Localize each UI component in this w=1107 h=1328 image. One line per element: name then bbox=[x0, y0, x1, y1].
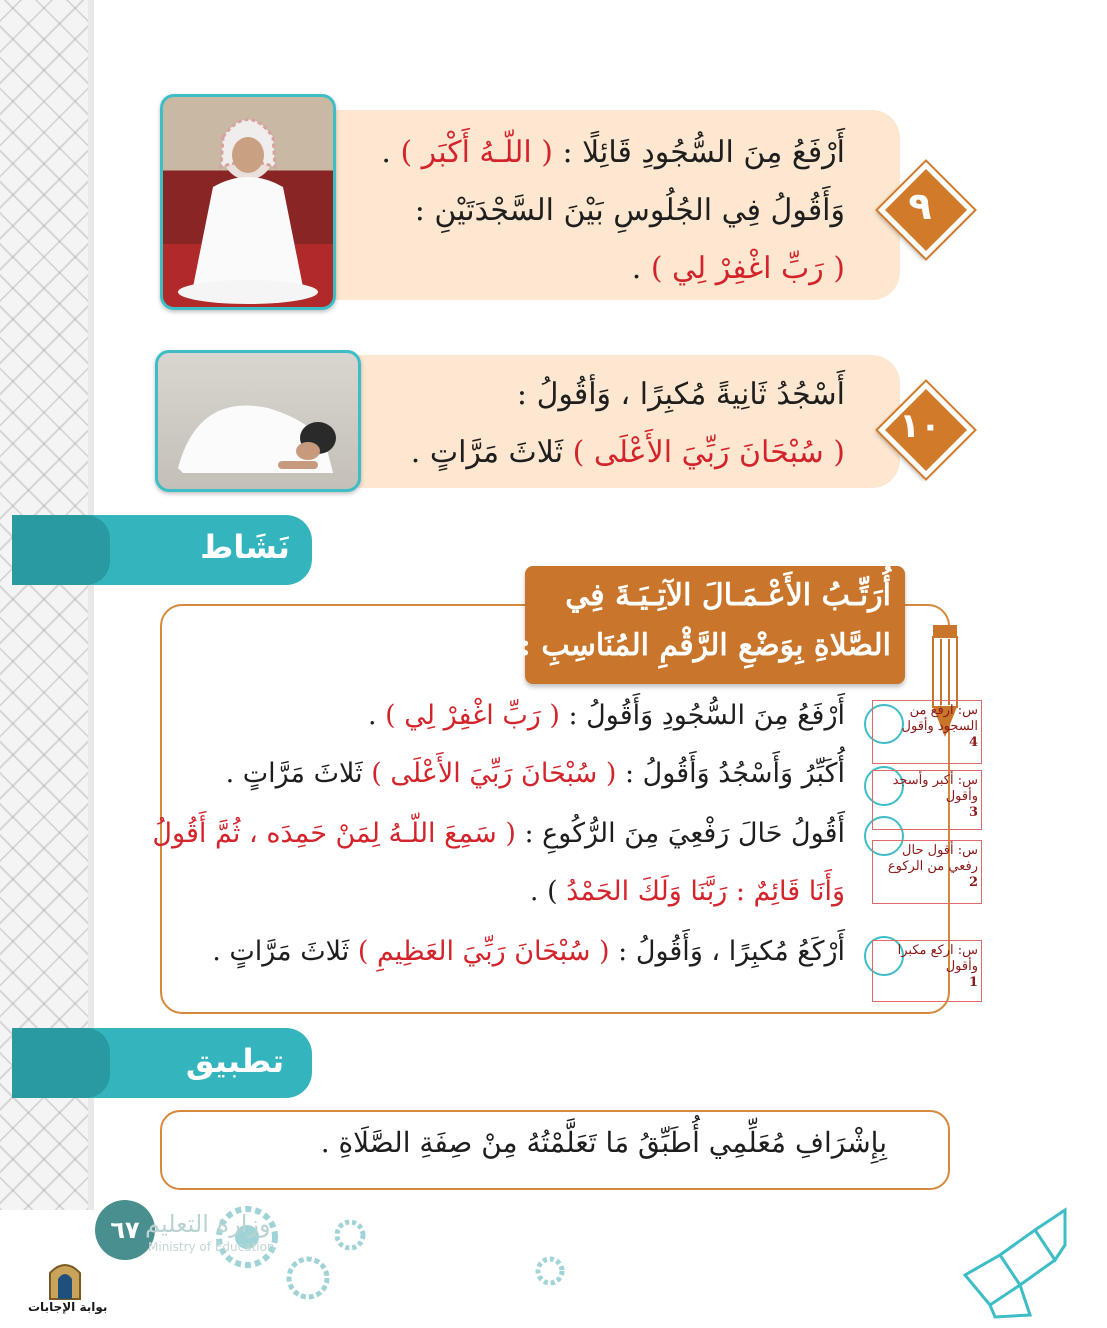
application-tab-accent bbox=[12, 1028, 110, 1098]
page-number: ٦٧ bbox=[95, 1200, 155, 1260]
activity-item-2 bbox=[226, 758, 845, 789]
activity-item-4 bbox=[212, 936, 845, 967]
activity-title-banner bbox=[519, 566, 905, 684]
red-text-segment: ( سُبْحَانَ رَبِّيَ الأَعْلَى ) bbox=[572, 435, 845, 470]
activity-item-3 bbox=[152, 818, 845, 849]
step-9-line-1 bbox=[325, 124, 845, 182]
step-9-number: ٩ bbox=[908, 184, 932, 228]
step-9-text bbox=[325, 124, 845, 298]
red-text-segment: ( اللّـهُ أَكْبَر ) bbox=[400, 135, 553, 170]
text-segment: ثَلاثَ مَرَّاتٍ . bbox=[212, 936, 358, 967]
activity-item-3-continued bbox=[530, 876, 845, 907]
answer-note-4-question: س: اركع مكبرا وأقول bbox=[897, 943, 978, 974]
activity-title-line-1: أُرَتِّـبُ الأَعْـمَـالَ الآتِـيَـةَ فِي bbox=[565, 578, 891, 613]
portal-label: بوابة الإجابات bbox=[28, 1300, 108, 1314]
answer-note-3-question: س: أقول حال رفعي من الركوع bbox=[887, 843, 978, 874]
answer-note-1-question: س: ارفع من السجود وأقول bbox=[901, 703, 978, 734]
activity-title-line-2: الصَّلاةِ بِوَضْعِ الرَّقْمِ المُنَاسِبِ : bbox=[519, 628, 891, 663]
red-text-segment: ( رَبِّ اغْفِرْ لِي ) bbox=[385, 700, 560, 731]
red-text-segment: ( رَبِّ اغْفِرْ لِي ) bbox=[650, 251, 845, 286]
ministry-logo-text-ar: وزارة التعليم bbox=[145, 1210, 271, 1238]
answer-note-3-value: 2 bbox=[968, 875, 978, 890]
decorative-geometric-corner-icon bbox=[960, 1205, 1070, 1320]
red-text-segment: وَأَنَا قَائِمٌ : رَبَّنَا وَلَكَ الحَمْدُ bbox=[566, 876, 845, 907]
decorative-rosette-icon bbox=[534, 1255, 566, 1287]
answer-note-2-question: س: أكبر وأسجد وأقول bbox=[892, 773, 978, 804]
red-text-segment: ( سَمِعَ اللّـهُ لِمَنْ حَمِدَه ، ثُمَّ أَقُولُ bbox=[152, 818, 516, 849]
ministry-logo-text-en: Ministry of Education bbox=[148, 1240, 275, 1254]
text-segment: . bbox=[367, 700, 386, 731]
text-segment: أَرْفَعُ مِنَ السُّجُودِ قَائِلًا : bbox=[552, 135, 845, 170]
step-10-number: ١٠ bbox=[899, 406, 941, 446]
step-10-text bbox=[325, 366, 845, 482]
answer-note-4-value: 1 bbox=[968, 975, 978, 990]
text-segment: ثَلاثَ مَرَّاتٍ . bbox=[410, 435, 573, 470]
text-segment: وَأَقُولُ فِي الجُلُوسِ بَيْنَ السَّجْدَتَيْنِ : bbox=[414, 193, 845, 228]
text-segment: ) . bbox=[529, 876, 567, 907]
answer-note-2-value: 3 bbox=[968, 805, 978, 820]
answer-note-2 bbox=[872, 770, 982, 830]
text-segment: أَرْفَعُ مِنَ السُّجُودِ وَأَقُولُ : bbox=[559, 700, 845, 731]
text-segment: أَسْجُدُ ثَانِيةً مُكبِرًا ، وَأقُولُ : bbox=[516, 377, 845, 412]
activity-tab-accent bbox=[12, 515, 110, 585]
text-segment: أَقُولُ حَالَ رَفْعِيَ مِنَ الرُّكُوعِ : bbox=[515, 818, 845, 849]
sitting-boy-illustration bbox=[163, 97, 333, 307]
step-10-line-1 bbox=[325, 366, 845, 424]
decorative-rosette-icon bbox=[285, 1255, 331, 1301]
step-10-line-2 bbox=[325, 424, 845, 482]
step-9-line-3 bbox=[325, 240, 845, 298]
activity-item-1 bbox=[368, 700, 845, 731]
red-text-segment: ( سُبْحَانَ رَبِّيَ العَظِيمِ ) bbox=[357, 936, 610, 967]
text-segment: . bbox=[631, 251, 651, 286]
decorative-rosette-icon bbox=[333, 1218, 367, 1252]
step-9-photo bbox=[160, 94, 336, 310]
portal-logo-icon bbox=[42, 1255, 88, 1301]
text-segment: ثَلاثَ مَرَّاتٍ . bbox=[225, 758, 372, 789]
answer-note-1-value: 4 bbox=[968, 735, 978, 750]
red-text-segment: ( سُبْحَانَ رَبِّيَ الأَعْلَى ) bbox=[371, 758, 617, 789]
step-9-line-2 bbox=[325, 182, 845, 240]
answer-note-3 bbox=[872, 840, 982, 904]
text-segment: أُكَبِّرُ وَأَسْجُدُ وَأَقُولُ : bbox=[616, 758, 845, 789]
text-segment: . bbox=[381, 135, 401, 170]
text-segment: أَرْكَعُ مُكبِرًا ، وَأَقُولُ : bbox=[609, 936, 845, 967]
activity-tab-label: نَشَاط bbox=[200, 528, 290, 566]
application-tab-label: تطبيق bbox=[185, 1042, 285, 1080]
answer-note-4 bbox=[872, 940, 982, 1002]
answer-note-1 bbox=[872, 700, 982, 764]
application-text: بِإِشْرَافِ مُعَلِّمِي أُطَبِّقُ مَا تَعَلَّمْتُهُ مِنْ صِفَةِ الصَّلَاةِ . bbox=[320, 1126, 887, 1159]
